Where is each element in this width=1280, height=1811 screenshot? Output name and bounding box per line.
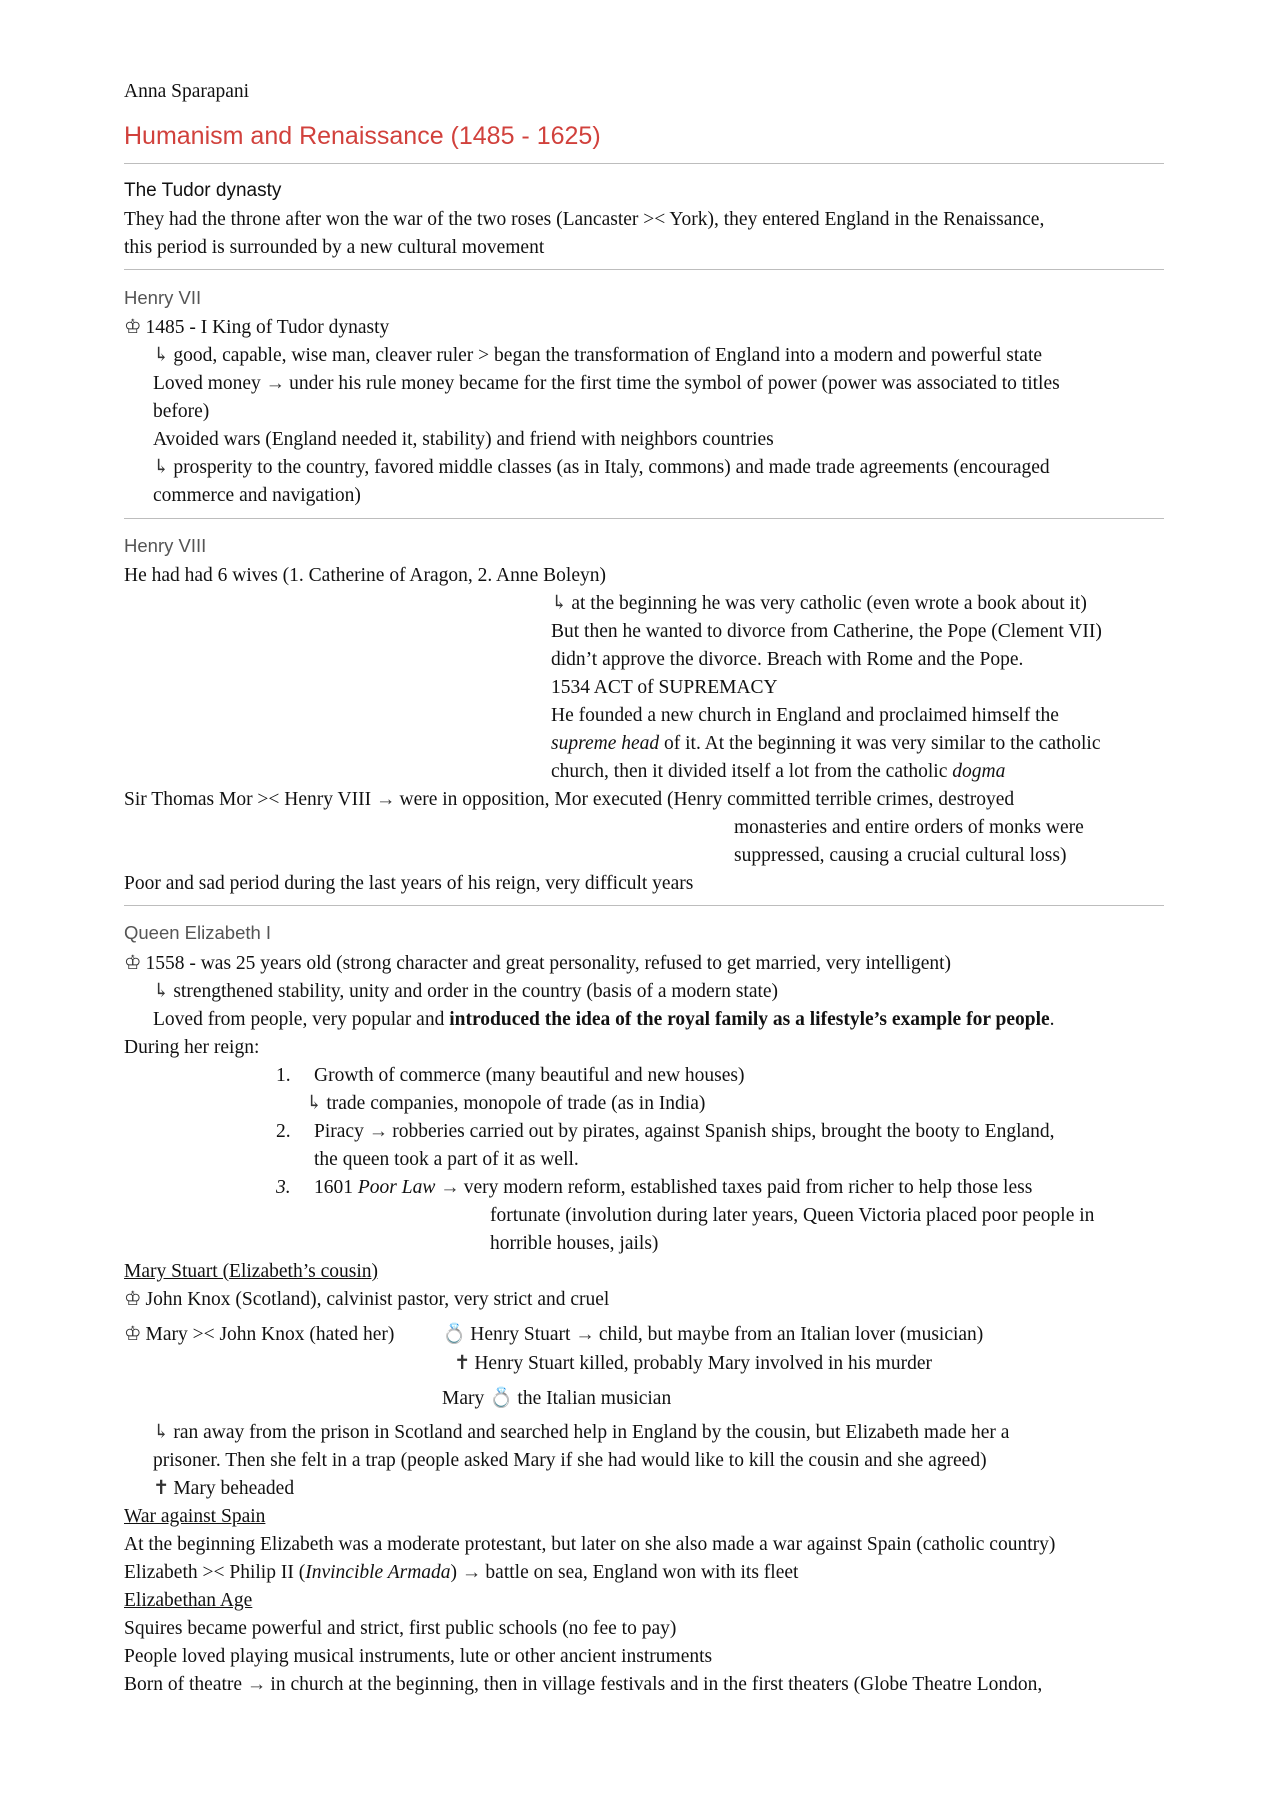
text-line: Avoided wars (England needed it, stability) and friend with neighbors countries [153, 429, 774, 450]
section-heading-henry-vii: Henry VII [124, 287, 202, 308]
hook-arrow-icon: ↳ [306, 1093, 323, 1114]
text-line: They had the throne after won the war of the two roses (Lancaster >< York), they entered England in the Renaissance, [124, 209, 1045, 230]
text-line: ✝ Mary beheaded [153, 1475, 294, 1503]
subheading-elizabethan-age: Elizabethan Age [124, 1590, 253, 1611]
text-line: ♔ 1558 - was 25 years old (strong character and great personality, refused to get married, very intelligent) [124, 950, 951, 978]
subheading-war-against-spain: War against Spain [124, 1506, 266, 1527]
arrow-icon: → [376, 789, 396, 810]
text-line: Born of theatre → in church at the beginning, then in village festivals and in the first theaters (Globe Theatre London, [124, 1671, 1042, 1699]
list-item: 3. 1601 Poor Law → very modern reform, established taxes paid from richer to help those less [276, 1174, 1032, 1202]
cross-icon: ✝ [153, 1478, 170, 1499]
subheading-mary-stuart: Mary Stuart (Elizabeth’s cousin) [124, 1261, 378, 1282]
text-line: At the beginning Elizabeth was a moderate protestant, but later on she also made a war against Spain (catholic country) [124, 1534, 1056, 1555]
arrow-icon: → [461, 1562, 482, 1583]
text-line: Squires became powerful and strict, first public schools (no fee to pay) [124, 1618, 677, 1639]
arrow-icon: → [246, 1674, 267, 1695]
hook-arrow-icon: ↳ [153, 457, 170, 478]
arrow-icon: → [265, 373, 286, 394]
text-line: prisoner. Then she felt in a trap (people asked Mary if she had would like to kill the cousin and she agreed) [153, 1450, 987, 1471]
text-line: fortunate (involution during later years, Queen Victoria placed poor people in [490, 1205, 1095, 1226]
text-line: before) [153, 401, 210, 422]
cross-icon: ✝ [454, 1353, 471, 1374]
text-line: ↳ trade companies, monopole of trade (as in India) [306, 1090, 705, 1118]
crown-icon: ♔ [124, 317, 142, 338]
text-line: Poor and sad period during the last years of his reign, very difficult years [124, 873, 694, 894]
text-line: didn’t approve the divorce. Breach with Rome and the Pope. [551, 649, 1024, 670]
text-line: horrible houses, jails) [490, 1233, 659, 1254]
text-line: ↳ strengthened stability, unity and order in the country (basis of a modern state) [153, 978, 778, 1006]
text-line: the queen took a part of it as well. [314, 1149, 579, 1170]
text-line: Loved from people, very popular and introduced the idea of the royal family as a lifestyle’s example for people. [153, 1009, 1055, 1030]
text-line: supreme head of it. At the beginning it was very similar to the catholic [551, 733, 1101, 754]
text-line: ↳ good, capable, wise man, cleaver ruler > began the transformation of England into a modern and powerful state [153, 342, 1042, 370]
list-item: 1. Growth of commerce (many beautiful and new houses) [276, 1065, 745, 1086]
page-title: Humanism and Renaissance (1485 - 1625) [124, 122, 601, 150]
text-line: Sir Thomas Mor >< Henry VIII → were in opposition, Mor executed (Henry committed terrible crimes, destroyed [124, 786, 1014, 814]
text-line: ♔ John Knox (Scotland), calvinist pastor, very strict and cruel [124, 1286, 609, 1314]
text-line: ↳ ran away from the prison in Scotland and searched help in England by the cousin, but Elizabeth made her a [153, 1419, 1009, 1447]
text-line: He founded a new church in England and proclaimed himself the [551, 705, 1059, 726]
divider [124, 163, 1164, 164]
arrow-icon: → [440, 1177, 460, 1198]
text-line: this period is surrounded by a new cultural movement [124, 237, 545, 258]
text-line: ↳ prosperity to the country, favored middle classes (as in Italy, commons) and made trade agreements (encouraged [153, 454, 1050, 482]
hook-arrow-icon: ↳ [551, 593, 568, 614]
text-line: commerce and navigation) [153, 485, 361, 506]
divider [124, 905, 1164, 906]
text-line: But then he wanted to divorce from Catherine, the Pope (Clement VII) [551, 621, 1102, 642]
arrow-icon: → [575, 1324, 595, 1345]
text-line: 💍 Henry Stuart → child, but maybe from an Italian lover (musician) [442, 1321, 983, 1349]
section-heading-tudor: The Tudor dynasty [124, 180, 282, 201]
divider [124, 518, 1164, 519]
text-line: suppressed, causing a crucial cultural loss) [734, 845, 1067, 866]
text-line: Loved money → under his rule money became for the first time the symbol of power (power was associated to titles [153, 370, 1060, 398]
arrow-icon: → [368, 1121, 389, 1142]
text-line: Mary 💍 the Italian musician [442, 1385, 671, 1413]
list-item: 2. Piracy → robberies carried out by pirates, against Spanish ships, brought the booty to England, [276, 1118, 1055, 1146]
text-line: ↳ at the beginning he was very catholic (even wrote a book about it) [551, 590, 1087, 618]
hook-arrow-icon: ↳ [153, 1422, 170, 1443]
section-heading-elizabeth: Queen Elizabeth I [124, 922, 272, 943]
text-line: During her reign: [124, 1037, 260, 1058]
hook-arrow-icon: ↳ [153, 345, 170, 366]
ring-icon: 💍 [489, 1388, 514, 1409]
text-line: church, then it divided itself a lot from the catholic dogma [551, 761, 1006, 782]
divider [124, 269, 1164, 270]
section-heading-henry-viii: Henry VIII [124, 535, 207, 556]
text-line: Elizabeth >< Philip II (Invincible Armada) → battle on sea, England won with its fleet [124, 1559, 798, 1587]
text-line: monasteries and entire orders of monks were [734, 817, 1084, 838]
text-line: ♔ 1485 - I King of Tudor dynasty [124, 314, 389, 342]
text-line: ♔ Mary >< John Knox (hated her) [124, 1321, 394, 1349]
crown-icon: ♔ [124, 953, 142, 974]
crown-icon: ♔ [124, 1324, 142, 1345]
crown-icon: ♔ [124, 1289, 142, 1310]
text-line: He had had 6 wives (1. Catherine of Aragon, 2. Anne Boleyn) [124, 565, 606, 586]
text-line: ✝ Henry Stuart killed, probably Mary involved in his murder [454, 1350, 932, 1378]
ring-icon: 💍 [442, 1324, 467, 1345]
text-line: People loved playing musical instruments, lute or other ancient instruments [124, 1646, 713, 1667]
text-line: 1534 ACT of SUPREMACY [551, 677, 778, 698]
author-name: Anna Sparapani [124, 81, 250, 102]
hook-arrow-icon: ↳ [153, 981, 170, 1002]
